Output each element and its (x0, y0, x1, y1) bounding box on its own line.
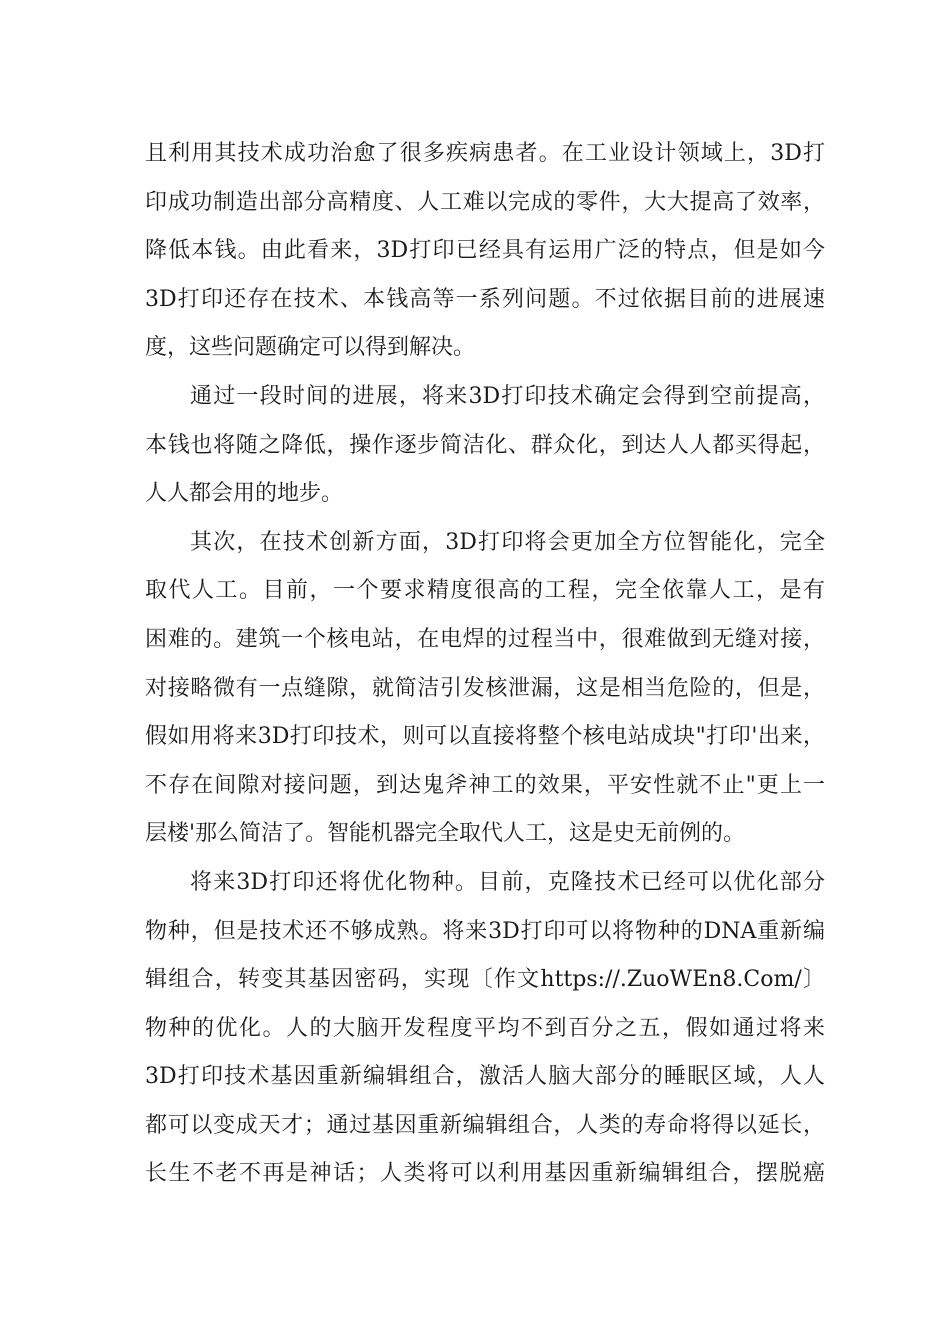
text-line: 物种，但是技术还不够成熟。将来3D打印可以将物种的DNA重新编 (145, 918, 825, 944)
text-line: 其次，在技术创新方面，3D打印将会更加全方位智能化，完全 (190, 529, 825, 555)
text-line: 层楼'那么简洁了。智能机器完全取代人工，这是史无前例的。 (145, 821, 746, 847)
text-line: 假如用将来3D打印技术，则可以直接将整个核电站成块"打印'出来， (145, 724, 825, 750)
text-line: 对接略微有一点缝隙，就简洁引发核泄漏，这是相当危险的，但是， (145, 675, 825, 701)
text-line: 本钱也将随之降低，操作逐步简洁化、群众化，到达人人都买得起， (145, 432, 825, 458)
text-line: 辑组合，转变其基因密码，实现〔作文https://.ZuoWEn8.Com/〕 (145, 967, 825, 993)
text-line: 都可以变成天才；通过基因重新编辑组合，人类的寿命将得以延长， (145, 1112, 825, 1138)
text-line: 将来3D打印还将优化物种。目前，克隆技术已经可以优化部分 (190, 869, 825, 895)
text-line: 且利用其技术成功治愈了很多疾病患者。在工业设计领域上，3D打 (145, 141, 825, 166)
text-line: 3D打印还存在技术、本钱高等一系列问题。不过依据目前的进展速 (145, 286, 825, 312)
text-line: 降低本钱。由此看来，3D打印已经具有运用广泛的特点，但是如今 (145, 238, 825, 264)
body-text (145, 130, 825, 1199)
text-line: 取代人工。目前，一个要求精度很高的工程，完全依靠人工，是有 (145, 578, 825, 604)
text-line: 物种的优化。人的大脑开发程度平均不到百分之五，假如通过将来 (145, 1015, 825, 1041)
text-line: 通过一段时间的进展，将来3D打印技术确定会得到空前提高， (190, 383, 825, 409)
text-line: 长生不老不再是神话；人类将可以利用基因重新编辑组合，摆脱癌 (145, 1161, 825, 1187)
text-line: 困难的。建筑一个核电站，在电焊的过程当中，很难做到无缝对接， (145, 626, 825, 652)
text-line: 不存在间隙对接问题，到达鬼斧神工的效果，平安性就不止"更上一 (145, 772, 825, 798)
text-line: 3D打印技术基因重新编辑组合，激活人脑大部分的睡眠区域，人人 (145, 1064, 825, 1090)
text-line: 度，这些问题确定可以得到解决。 (145, 335, 476, 361)
text-line: 印成功制造出部分高精度、人工难以完成的零件，大大提高了效率， (145, 189, 825, 215)
text-line: 人人都会用的地步。 (145, 481, 344, 507)
